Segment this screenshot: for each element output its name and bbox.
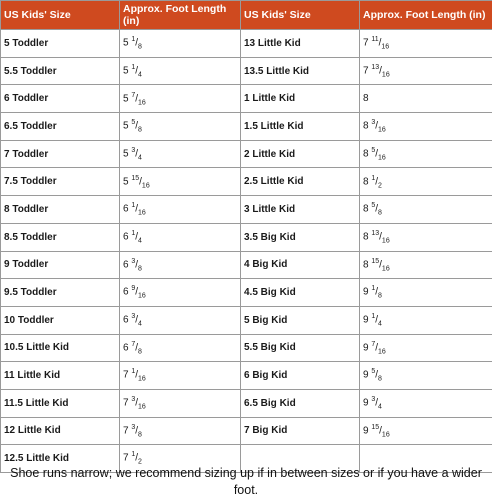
table-row [1, 334, 492, 362]
size-cell: 2.5 Little Kid [241, 168, 360, 196]
foot-length-cell: 8 $^5/_8$ [360, 196, 492, 224]
table-row [1, 279, 492, 307]
size-cell: 7 Toddler [1, 140, 120, 168]
foot-length-cell: 9 $^7/_{16}$ [360, 334, 492, 362]
foot-length-cell: 8 [360, 85, 492, 113]
table-row [1, 30, 492, 58]
size-cell: 6.5 Big Kid [241, 389, 360, 417]
table-row [1, 362, 492, 390]
size-cell: 5.5 Big Kid [241, 334, 360, 362]
foot-length-cell: 9 $^1/_4$ [360, 306, 492, 334]
size-cell: 7 Big Kid [241, 417, 360, 445]
size-cell: 3 Little Kid [241, 196, 360, 224]
foot-length-cell: 5 $^1/_4$ [120, 57, 241, 85]
size-cell: 1.5 Little Kid [241, 113, 360, 141]
header-us-kids-size: US Kids' Size [1, 1, 120, 30]
foot-length-cell: 8 $^3/_{16}$ [360, 113, 492, 141]
size-cell: 12.5 Little Kid [1, 445, 120, 473]
foot-length-cell: 9 $^5/_8$ [360, 362, 492, 390]
foot-length-cell: 8 $^1/_2$ [360, 168, 492, 196]
foot-length-cell: 7 $^1/_{16}$ [120, 362, 241, 390]
size-cell: 13 Little Kid [241, 30, 360, 58]
foot-length-cell: 7 $^{13}/_{16}$ [360, 57, 492, 85]
size-cell: 4.5 Big Kid [241, 279, 360, 307]
size-cell: 8.5 Toddler [1, 223, 120, 251]
header-foot-length: Approx. Foot Length (in) [360, 1, 492, 30]
table-row [1, 251, 492, 279]
foot-length-cell: 7 $^3/_{16}$ [120, 389, 241, 417]
foot-length-cell: 9 $^1/_8$ [360, 279, 492, 307]
foot-length-cell: 9 $^3/_4$ [360, 389, 492, 417]
header-us-kids-size: US Kids' Size [241, 1, 360, 30]
size-cell: 11.5 Little Kid [1, 389, 120, 417]
foot-length-cell: 6 $^7/_8$ [120, 334, 241, 362]
table-row [1, 168, 492, 196]
foot-length-cell: 6 $^1/_{16}$ [120, 196, 241, 224]
foot-length-cell: 5 $^7/_{16}$ [120, 85, 241, 113]
size-cell: 6 Big Kid [241, 362, 360, 390]
size-cell: 9.5 Toddler [1, 279, 120, 307]
foot-length-cell: 6 $^9/_{16}$ [120, 279, 241, 307]
header-row [1, 1, 492, 30]
foot-length-cell: 6 $^3/_8$ [120, 251, 241, 279]
table-row [1, 113, 492, 141]
table-row [1, 389, 492, 417]
size-cell: 6 Toddler [1, 85, 120, 113]
size-cell: 4 Big Kid [241, 251, 360, 279]
table-row [1, 85, 492, 113]
table-row [1, 306, 492, 334]
size-cell: 10 Toddler [1, 306, 120, 334]
header-foot-length: Approx. Foot Length (in) [120, 1, 241, 30]
size-cell: 6.5 Toddler [1, 113, 120, 141]
size-cell: 5 Big Kid [241, 306, 360, 334]
foot-length-cell: 5 $^1/_8$ [120, 30, 241, 58]
table-row [1, 417, 492, 445]
foot-length-cell: 6 $^1/_4$ [120, 223, 241, 251]
size-cell: 5.5 Toddler [1, 57, 120, 85]
size-cell: 7.5 Toddler [1, 168, 120, 196]
size-cell: 2 Little Kid [241, 140, 360, 168]
size-chart-body [1, 30, 492, 473]
size-cell: 13.5 Little Kid [241, 57, 360, 85]
foot-length-cell: 5 $^5/_8$ [120, 113, 241, 141]
foot-length-cell: 7 $^1/_2$ [120, 445, 241, 473]
fit-note: Shoe runs narrow; we recommend sizing up if in between sizes or if you have a wider foot. [10, 466, 482, 497]
foot-length-cell: 7 $^3/_8$ [120, 417, 241, 445]
foot-length-cell: 8 $^{15}/_{16}$ [360, 251, 492, 279]
foot-length-cell: 9 $^{15}/_{16}$ [360, 417, 492, 445]
size-cell: 12 Little Kid [1, 417, 120, 445]
size-cell: 9 Toddler [1, 251, 120, 279]
table-row [1, 57, 492, 85]
size-cell: 11 Little Kid [1, 362, 120, 390]
size-cell: 1 Little Kid [241, 85, 360, 113]
foot-length-cell: 5 $^3/_4$ [120, 140, 241, 168]
size-cell: 3.5 Big Kid [241, 223, 360, 251]
foot-length-cell: 5 $^{15}/_{16}$ [120, 168, 241, 196]
foot-length-cell: 7 $^{11}/_{16}$ [360, 30, 492, 58]
size-cell: 8 Toddler [1, 196, 120, 224]
table-row [1, 196, 492, 224]
size-cell: 10.5 Little Kid [1, 334, 120, 362]
size-cell: 5 Toddler [1, 30, 120, 58]
foot-length-cell: 6 $^3/_4$ [120, 306, 241, 334]
table-row [1, 223, 492, 251]
foot-length-cell: 8 $^{13}/_{16}$ [360, 223, 492, 251]
table-row [1, 140, 492, 168]
foot-length-cell: 8 $^5/_{16}$ [360, 140, 492, 168]
